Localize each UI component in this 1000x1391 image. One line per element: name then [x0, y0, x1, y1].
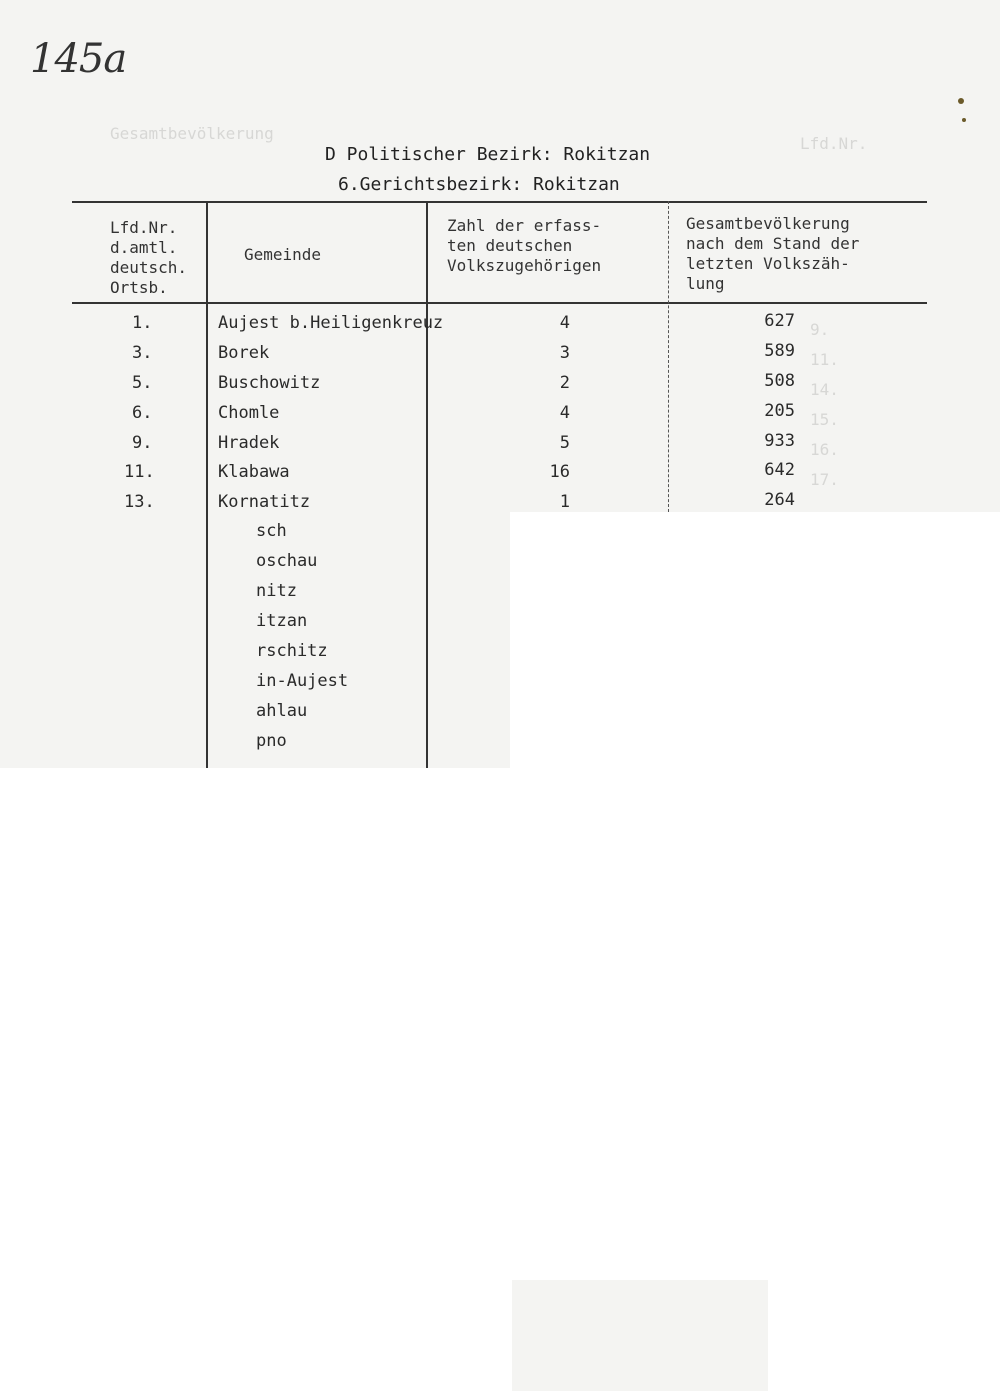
row-gemeinde: Chomle: [218, 403, 280, 423]
row-zahl: 4: [559, 313, 570, 333]
partial-gemeinde: nitz: [256, 581, 297, 601]
row-zahl: 4: [559, 403, 570, 423]
court-district-title: 6.Gerichtsbezirk: Rokitzan: [338, 174, 620, 195]
row-gesamt: 205: [764, 401, 795, 421]
bleed-through-text: Gesamtbevölkerung: [110, 124, 274, 143]
bleed-through-text: 9.: [810, 320, 830, 339]
partial-gemeinde: itzan: [256, 611, 308, 631]
row-gemeinde: Aujest b.Heiligenkreuz: [218, 313, 444, 333]
row-zahl: 1: [559, 492, 570, 512]
row-zahl: 2: [559, 373, 570, 393]
row-nr: 3.: [132, 343, 153, 363]
row-gemeinde: Buschowitz: [218, 373, 321, 393]
handwritten-page-number: 145a: [30, 36, 127, 82]
row-nr: 11.: [124, 462, 155, 482]
column-divider: [426, 201, 428, 768]
header-gemeinde: Gemeinde: [244, 245, 322, 264]
header-zahl: Zahl der erfass- ten deutschen Volkszugehörigen: [447, 216, 602, 275]
row-nr: 9.: [132, 433, 153, 453]
district-title: D Politischer Bezirk: Rokitzan: [325, 144, 651, 165]
bleed-through-text: 15.: [810, 410, 839, 429]
table-top-rule: [72, 201, 927, 203]
header-gesamt: Gesamtbevölkerung nach dem Stand der letzten Volkszäh- lung: [686, 214, 860, 293]
bleed-through-text: Lfd.Nr.: [800, 134, 868, 153]
row-zahl: 5: [559, 433, 570, 453]
column-divider: [206, 201, 208, 768]
document-page-corner: [512, 1280, 768, 1391]
row-nr: 6.: [132, 403, 153, 423]
paper-stain: [958, 98, 964, 104]
row-gemeinde: Hradek: [218, 433, 280, 453]
row-zahl: 3: [559, 343, 570, 363]
partial-gemeinde: in-Aujest: [256, 671, 349, 691]
row-gesamt: 264: [764, 490, 795, 510]
row-nr: 5.: [132, 373, 153, 393]
row-gemeinde: Borek: [218, 343, 270, 363]
partial-gemeinde: ahlau: [256, 701, 308, 721]
row-gemeinde: Klabawa: [218, 462, 290, 482]
row-gesamt: 589: [764, 341, 795, 361]
bleed-through-text: 11.: [810, 350, 839, 369]
row-gesamt: 933: [764, 431, 795, 451]
row-gemeinde: Kornatitz: [218, 492, 311, 512]
partial-gemeinde: sch: [256, 521, 287, 541]
column-divider: [668, 201, 669, 512]
row-nr: 1.: [132, 313, 153, 333]
partial-gemeinde: oschau: [256, 551, 318, 571]
bleed-through-text: 17.: [810, 470, 839, 489]
row-zahl: 16: [549, 462, 570, 482]
table-header-rule: [72, 302, 927, 304]
row-gesamt: 627: [764, 311, 795, 331]
partial-gemeinde: rschitz: [256, 641, 328, 661]
row-nr: 13.: [124, 492, 155, 512]
document-page-strip: [0, 512, 510, 768]
row-gesamt: 642: [764, 460, 795, 480]
bleed-through-text: 14.: [810, 380, 839, 399]
partial-gemeinde: pno: [256, 731, 287, 751]
header-nr: Lfd.Nr. d.amtl. deutsch. Ortsb.: [110, 218, 188, 297]
bleed-through-text: 16.: [810, 440, 839, 459]
paper-stain: [962, 118, 966, 122]
row-gesamt: 508: [764, 371, 795, 391]
